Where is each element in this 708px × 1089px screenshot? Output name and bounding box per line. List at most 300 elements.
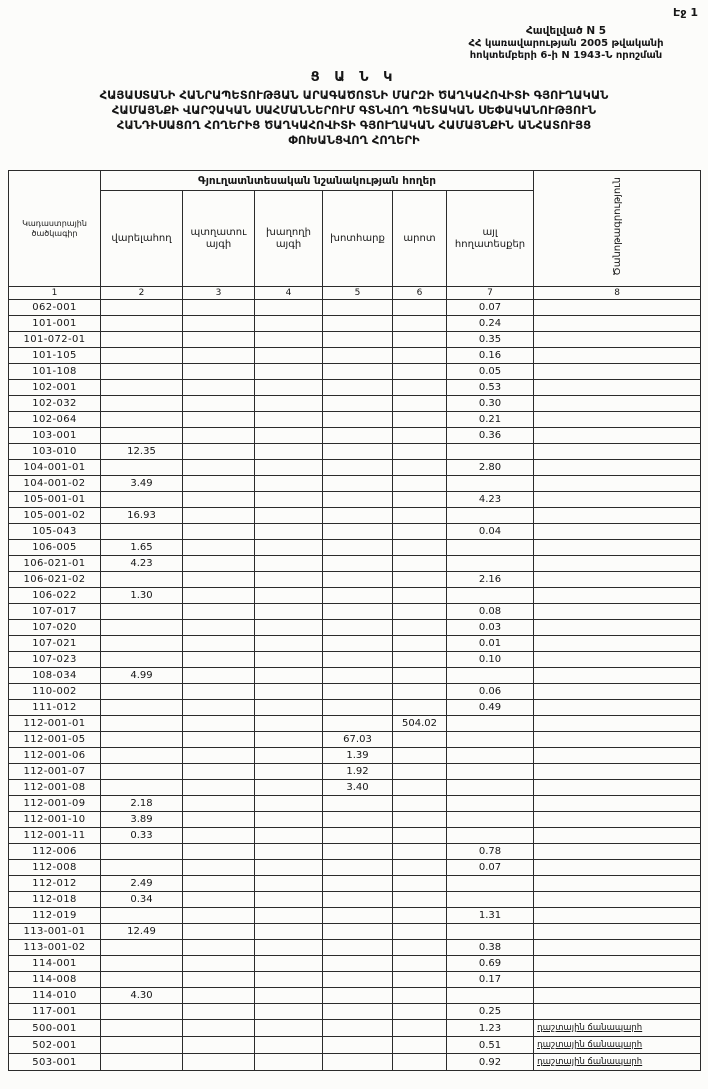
value-cell xyxy=(393,476,447,492)
note-cell xyxy=(534,924,701,940)
value-cell xyxy=(183,524,255,540)
value-cell xyxy=(255,492,323,508)
note-header-vertical-text: Ծանոթագրություն xyxy=(611,177,623,276)
note-cell xyxy=(534,668,701,684)
value-cell xyxy=(323,572,393,588)
value-cell xyxy=(323,1037,393,1054)
value-cell xyxy=(323,492,393,508)
cadastral-code-cell: 112-001-06 xyxy=(9,748,101,764)
value-cell xyxy=(101,940,183,956)
table-row xyxy=(9,924,701,940)
value-cell xyxy=(255,556,323,572)
value-cell: 0.05 xyxy=(447,364,534,380)
value-cell: 3.89 xyxy=(101,812,183,828)
value-cell xyxy=(183,412,255,428)
value-cell: 4.30 xyxy=(101,988,183,1004)
value-cell xyxy=(255,876,323,892)
table-row xyxy=(9,524,701,540)
title-line: ՀԱՅԱՍՏԱՆԻ ՀԱՆՐԱՊԵՏՈՒԹՅԱՆ ԱՐԱԳԱԾՈՏՆԻ ՄԱՐԶԻ ԾԱՂԿԱՀՈՎԻՏԻ ԳՅՈՒՂԱԿԱՆ xyxy=(99,88,609,102)
note-cell xyxy=(534,508,701,524)
value-cell xyxy=(323,332,393,348)
note-cell xyxy=(534,652,701,668)
note-cell xyxy=(534,764,701,780)
table-row xyxy=(9,684,701,700)
value-cell xyxy=(183,316,255,332)
value-cell xyxy=(183,828,255,844)
cadastral-code-cell: 103-001 xyxy=(9,428,101,444)
value-cell xyxy=(101,716,183,732)
cadastral-code-cell: 500-001 xyxy=(9,1020,101,1037)
value-cell xyxy=(255,812,323,828)
cadastral-code-cell: 101-001 xyxy=(9,316,101,332)
value-cell xyxy=(393,492,447,508)
note-cell xyxy=(534,476,701,492)
value-cell xyxy=(255,716,323,732)
cadastral-code-cell: 102-032 xyxy=(9,396,101,412)
value-cell xyxy=(255,396,323,412)
value-cell xyxy=(255,604,323,620)
table-row xyxy=(9,652,701,668)
cadastral-code-cell: 102-001 xyxy=(9,380,101,396)
value-cell xyxy=(447,780,534,796)
note-cell xyxy=(534,444,701,460)
cadastral-code-cell: 112-019 xyxy=(9,908,101,924)
value-cell xyxy=(183,652,255,668)
value-cell xyxy=(393,940,447,956)
value-cell xyxy=(393,1037,447,1054)
table-row xyxy=(9,588,701,604)
value-cell xyxy=(183,540,255,556)
value-cell xyxy=(255,956,323,972)
value-cell xyxy=(393,652,447,668)
value-cell xyxy=(255,940,323,956)
table-row xyxy=(9,700,701,716)
value-cell xyxy=(101,1004,183,1020)
value-cell xyxy=(101,956,183,972)
cadastral-code-cell: 503-001 xyxy=(9,1054,101,1071)
value-cell xyxy=(393,844,447,860)
cadastral-code-cell: 107-021 xyxy=(9,636,101,652)
value-cell: 504.02 xyxy=(393,716,447,732)
value-cell xyxy=(447,540,534,556)
note-cell xyxy=(534,1054,701,1071)
column-number: 7 xyxy=(447,287,534,300)
value-cell xyxy=(323,940,393,956)
value-cell xyxy=(183,684,255,700)
col-header-vineyard: խաղողի այգի xyxy=(255,191,323,287)
table-row xyxy=(9,1020,701,1037)
table-row xyxy=(9,956,701,972)
value-cell: 3.40 xyxy=(323,780,393,796)
value-cell xyxy=(323,972,393,988)
value-cell xyxy=(101,652,183,668)
table-row xyxy=(9,860,701,876)
value-cell xyxy=(393,796,447,812)
value-cell: 0.07 xyxy=(447,860,534,876)
value-cell xyxy=(255,732,323,748)
value-cell xyxy=(393,764,447,780)
value-cell: 0.69 xyxy=(447,956,534,972)
value-cell xyxy=(255,348,323,364)
value-cell: 0.30 xyxy=(447,396,534,412)
value-cell xyxy=(323,796,393,812)
value-cell xyxy=(255,1004,323,1020)
value-cell xyxy=(183,620,255,636)
table-row xyxy=(9,508,701,524)
value-cell xyxy=(183,908,255,924)
value-cell xyxy=(323,524,393,540)
value-cell xyxy=(255,972,323,988)
value-cell xyxy=(447,556,534,572)
value-cell xyxy=(323,476,393,492)
value-cell xyxy=(183,572,255,588)
value-cell xyxy=(183,476,255,492)
note-cell xyxy=(534,572,701,588)
cadastral-code-cell: 105-001-01 xyxy=(9,492,101,508)
table-row xyxy=(9,444,701,460)
value-cell xyxy=(393,1004,447,1020)
value-cell xyxy=(447,668,534,684)
note-cell xyxy=(534,684,701,700)
value-cell xyxy=(323,684,393,700)
value-cell: 0.35 xyxy=(447,332,534,348)
value-cell xyxy=(393,348,447,364)
value-cell xyxy=(183,380,255,396)
value-cell xyxy=(255,572,323,588)
column-number: 1 xyxy=(9,287,101,300)
value-cell xyxy=(323,652,393,668)
value-cell xyxy=(183,860,255,876)
note-text: դաշտային ճանապարհ xyxy=(537,1023,643,1033)
value-cell xyxy=(183,428,255,444)
note-cell xyxy=(534,492,701,508)
value-cell xyxy=(393,460,447,476)
note-cell xyxy=(534,300,701,316)
column-number: 5 xyxy=(323,287,393,300)
col-header-arable: վարելահող xyxy=(101,191,183,287)
value-cell xyxy=(255,828,323,844)
value-cell xyxy=(255,316,323,332)
table-row xyxy=(9,492,701,508)
value-cell xyxy=(393,556,447,572)
column-number: 2 xyxy=(101,287,183,300)
value-cell xyxy=(323,604,393,620)
value-cell xyxy=(323,908,393,924)
value-cell xyxy=(393,428,447,444)
table-row xyxy=(9,540,701,556)
value-cell xyxy=(183,636,255,652)
note-cell xyxy=(534,524,701,540)
cadastral-code-cell: 103-010 xyxy=(9,444,101,460)
value-cell: 0.07 xyxy=(447,300,534,316)
value-cell xyxy=(101,748,183,764)
cadastral-code-cell: 106-005 xyxy=(9,540,101,556)
value-cell xyxy=(101,524,183,540)
value-cell xyxy=(447,732,534,748)
cadastral-code-cell: 108-034 xyxy=(9,668,101,684)
value-cell: 4.23 xyxy=(101,556,183,572)
value-cell: 12.35 xyxy=(101,444,183,460)
table-row xyxy=(9,380,701,396)
table-row xyxy=(9,476,701,492)
note-cell xyxy=(534,780,701,796)
value-cell xyxy=(101,300,183,316)
value-cell xyxy=(183,396,255,412)
cadastral-code-cell: 502-001 xyxy=(9,1037,101,1054)
value-cell xyxy=(183,764,255,780)
note-cell xyxy=(534,988,701,1004)
table-row xyxy=(9,1004,701,1020)
header-group-row xyxy=(9,171,701,191)
value-cell xyxy=(255,892,323,908)
value-cell xyxy=(323,348,393,364)
value-cell xyxy=(255,412,323,428)
value-cell xyxy=(393,780,447,796)
note-cell xyxy=(534,364,701,380)
value-cell xyxy=(101,908,183,924)
value-cell xyxy=(393,684,447,700)
value-cell: 0.21 xyxy=(447,412,534,428)
value-cell: 1.65 xyxy=(101,540,183,556)
note-cell xyxy=(534,732,701,748)
cadastral-code-cell: 112-001-01 xyxy=(9,716,101,732)
note-cell xyxy=(534,956,701,972)
table-row xyxy=(9,396,701,412)
value-cell xyxy=(393,908,447,924)
value-cell xyxy=(255,364,323,380)
value-cell xyxy=(323,876,393,892)
value-cell xyxy=(101,332,183,348)
note-cell xyxy=(534,1020,701,1037)
value-cell: 0.17 xyxy=(447,972,534,988)
value-cell xyxy=(393,892,447,908)
value-cell: 3.49 xyxy=(101,476,183,492)
value-cell xyxy=(183,732,255,748)
value-cell xyxy=(393,444,447,460)
value-cell xyxy=(101,412,183,428)
value-cell xyxy=(255,668,323,684)
value-cell: 4.99 xyxy=(101,668,183,684)
value-cell xyxy=(255,684,323,700)
note-cell xyxy=(534,908,701,924)
cadastral-code-cell: 110-002 xyxy=(9,684,101,700)
value-cell xyxy=(183,940,255,956)
value-cell xyxy=(183,780,255,796)
value-cell xyxy=(183,1020,255,1037)
value-cell xyxy=(183,508,255,524)
value-cell xyxy=(323,860,393,876)
column-numbers-row xyxy=(9,287,701,300)
value-cell xyxy=(447,444,534,460)
note-cell xyxy=(534,556,701,572)
value-cell xyxy=(183,700,255,716)
value-cell xyxy=(101,732,183,748)
note-cell xyxy=(534,748,701,764)
value-cell xyxy=(101,348,183,364)
note-cell xyxy=(534,604,701,620)
value-cell: 12.49 xyxy=(101,924,183,940)
value-cell xyxy=(101,1037,183,1054)
table-row xyxy=(9,732,701,748)
value-cell xyxy=(393,972,447,988)
cadastral-code-cell: 112-001-08 xyxy=(9,780,101,796)
value-cell xyxy=(393,700,447,716)
value-cell xyxy=(255,300,323,316)
value-cell xyxy=(255,924,323,940)
note-text: դաշտային ճանապարհ xyxy=(537,1040,643,1050)
table-row xyxy=(9,300,701,316)
note-cell xyxy=(534,540,701,556)
value-cell xyxy=(183,348,255,364)
col-header-orchard: պտղատու այգի xyxy=(183,191,255,287)
value-cell xyxy=(255,524,323,540)
value-cell: 2.49 xyxy=(101,876,183,892)
note-cell xyxy=(534,460,701,476)
value-cell xyxy=(255,428,323,444)
value-cell xyxy=(101,604,183,620)
table-row xyxy=(9,428,701,444)
table-row xyxy=(9,828,701,844)
appendix-line: հոկտեմբերի 6-ի N 1943-Ն որոշման xyxy=(469,50,663,61)
value-cell xyxy=(101,316,183,332)
value-cell: 0.36 xyxy=(447,428,534,444)
note-cell xyxy=(534,828,701,844)
value-cell xyxy=(447,716,534,732)
value-cell xyxy=(255,540,323,556)
value-cell xyxy=(183,556,255,572)
value-cell xyxy=(323,364,393,380)
table-row xyxy=(9,876,701,892)
note-cell xyxy=(534,940,701,956)
note-text: դաշտային ճանապարհ xyxy=(537,1057,643,1067)
table-row xyxy=(9,348,701,364)
value-cell xyxy=(101,860,183,876)
note-cell xyxy=(534,860,701,876)
value-cell: 67.03 xyxy=(323,732,393,748)
value-cell xyxy=(323,300,393,316)
col-header-note xyxy=(534,171,701,287)
value-cell xyxy=(101,380,183,396)
value-cell xyxy=(255,636,323,652)
value-cell xyxy=(183,1004,255,1020)
value-cell xyxy=(183,1037,255,1054)
value-cell xyxy=(255,796,323,812)
value-cell xyxy=(183,716,255,732)
value-cell xyxy=(323,1020,393,1037)
value-cell xyxy=(183,492,255,508)
value-cell: 0.53 xyxy=(447,380,534,396)
value-cell xyxy=(447,588,534,604)
cadastral-code-cell: 112-012 xyxy=(9,876,101,892)
table-row xyxy=(9,908,701,924)
value-cell xyxy=(255,780,323,796)
note-cell xyxy=(534,380,701,396)
cadastral-code-cell: 112-001-09 xyxy=(9,796,101,812)
table-row xyxy=(9,812,701,828)
value-cell xyxy=(447,828,534,844)
value-cell xyxy=(393,812,447,828)
table-row xyxy=(9,972,701,988)
value-cell xyxy=(323,316,393,332)
value-cell xyxy=(323,668,393,684)
value-cell: 1.30 xyxy=(101,588,183,604)
value-cell xyxy=(255,988,323,1004)
cadastral-code-cell: 106-021-02 xyxy=(9,572,101,588)
value-cell xyxy=(323,556,393,572)
value-cell xyxy=(183,1054,255,1071)
table-row xyxy=(9,412,701,428)
cadastral-code-cell: 106-021-01 xyxy=(9,556,101,572)
col-header-hayfield: խոտհարք xyxy=(323,191,393,287)
table-row xyxy=(9,604,701,620)
value-cell xyxy=(323,508,393,524)
note-cell xyxy=(534,892,701,908)
cadastral-code-cell: 111-012 xyxy=(9,700,101,716)
value-cell xyxy=(447,812,534,828)
value-cell xyxy=(101,492,183,508)
col-header-other-lands: այլ հողատեսքեր xyxy=(447,191,534,287)
value-cell xyxy=(255,476,323,492)
cadastral-code-cell: 105-001-02 xyxy=(9,508,101,524)
value-cell: 0.34 xyxy=(101,892,183,908)
value-cell xyxy=(447,748,534,764)
value-cell xyxy=(101,1020,183,1037)
note-cell xyxy=(534,332,701,348)
note-cell xyxy=(534,700,701,716)
value-cell xyxy=(101,844,183,860)
value-cell xyxy=(255,652,323,668)
value-cell xyxy=(393,524,447,540)
note-cell xyxy=(534,812,701,828)
value-cell xyxy=(255,588,323,604)
value-cell xyxy=(255,1054,323,1071)
value-cell xyxy=(323,460,393,476)
table-row xyxy=(9,1054,701,1071)
cadastral-code-cell: 104-001-02 xyxy=(9,476,101,492)
cadastral-code-cell: 113-001-01 xyxy=(9,924,101,940)
appendix-line: ՀՀ կառավարության 2005 թվականի xyxy=(468,37,664,49)
value-cell xyxy=(101,764,183,780)
value-cell xyxy=(323,620,393,636)
note-cell xyxy=(534,796,701,812)
value-cell xyxy=(447,876,534,892)
table-row xyxy=(9,940,701,956)
value-cell xyxy=(255,380,323,396)
value-cell xyxy=(323,1054,393,1071)
value-cell xyxy=(255,444,323,460)
value-cell xyxy=(323,412,393,428)
note-cell xyxy=(534,412,701,428)
value-cell xyxy=(323,1004,393,1020)
value-cell xyxy=(101,780,183,796)
value-cell xyxy=(255,700,323,716)
value-cell xyxy=(393,636,447,652)
table-row xyxy=(9,556,701,572)
value-cell xyxy=(447,988,534,1004)
value-cell xyxy=(323,812,393,828)
value-cell: 0.03 xyxy=(447,620,534,636)
value-cell: 0.16 xyxy=(447,348,534,364)
value-cell xyxy=(447,476,534,492)
value-cell: 1.31 xyxy=(447,908,534,924)
note-cell xyxy=(534,636,701,652)
note-cell xyxy=(534,1004,701,1020)
note-cell xyxy=(534,316,701,332)
value-cell xyxy=(447,508,534,524)
value-cell: 0.10 xyxy=(447,652,534,668)
table-body xyxy=(9,300,701,1071)
column-number: 3 xyxy=(183,287,255,300)
